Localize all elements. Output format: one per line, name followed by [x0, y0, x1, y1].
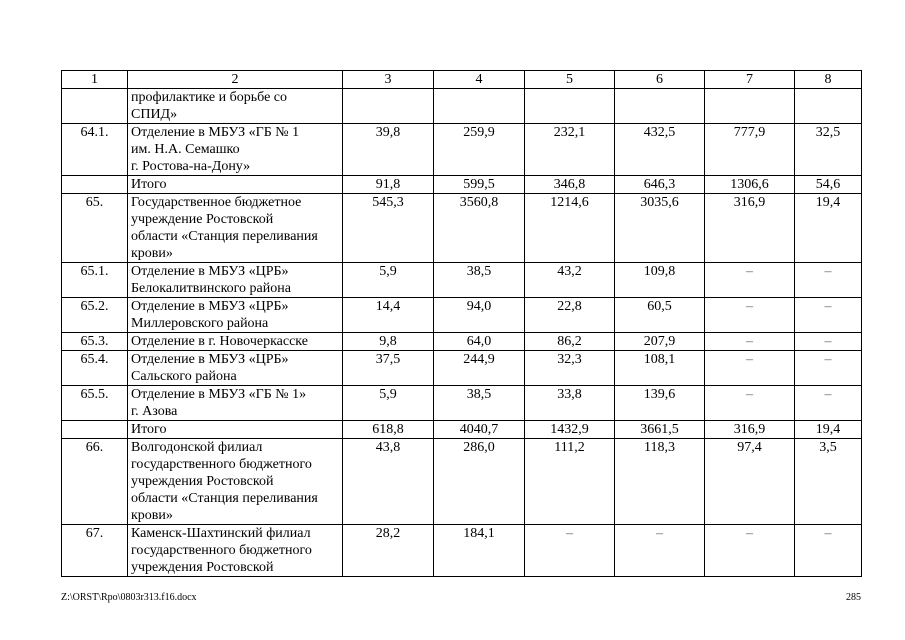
value-cell: 139,6 [615, 386, 705, 421]
table-row [62, 89, 862, 124]
value-cell: 316,9 [705, 421, 795, 439]
value-cell [525, 89, 615, 124]
row-number-cell: 65. [62, 194, 128, 263]
name-cell: Итого [128, 176, 343, 194]
column-header: 7 [705, 71, 795, 89]
column-header: 3 [343, 71, 434, 89]
value-cell [615, 89, 705, 124]
row-number-cell: 65.1. [62, 263, 128, 298]
value-cell: – [705, 333, 795, 351]
value-cell: – [705, 525, 795, 577]
value-cell: 244,9 [434, 351, 525, 386]
data-table [61, 70, 862, 577]
table-header-row [62, 71, 862, 89]
value-cell: – [795, 351, 862, 386]
name-cell: Отделение в г. Новочеркасске [128, 333, 343, 351]
value-cell: 22,8 [525, 298, 615, 333]
table-row [62, 263, 862, 298]
name-cell: Итого [128, 421, 343, 439]
value-cell: – [795, 298, 862, 333]
page-number: 285 [846, 592, 861, 603]
value-cell: 545,3 [343, 194, 434, 263]
value-cell: – [795, 386, 862, 421]
value-cell: 32,3 [525, 351, 615, 386]
name-cell: Отделение в МБУЗ «ГБ № 1 им. Н.А. Семашко г. Ростова-на-Дону» [128, 124, 343, 176]
value-cell [434, 89, 525, 124]
value-cell: 108,1 [615, 351, 705, 386]
value-cell: – [705, 263, 795, 298]
table-row [62, 351, 862, 386]
value-cell: 316,9 [705, 194, 795, 263]
value-cell: 28,2 [343, 525, 434, 577]
value-cell: 43,8 [343, 439, 434, 525]
name-cell: Волгодонской филиал государственного бюджетного учреждения Ростовской области «Станция переливания крови» [128, 439, 343, 525]
row-number-cell [62, 421, 128, 439]
row-number-cell: 66. [62, 439, 128, 525]
value-cell: 599,5 [434, 176, 525, 194]
name-cell: Отделение в МБУЗ «ЦРБ» Миллеровского района [128, 298, 343, 333]
column-header: 8 [795, 71, 862, 89]
value-cell: 19,4 [795, 421, 862, 439]
name-cell: профилактике и борьбе со СПИД» [128, 89, 343, 124]
value-cell: 1306,6 [705, 176, 795, 194]
value-cell: – [705, 386, 795, 421]
name-cell: Отделение в МБУЗ «ЦРБ» Белокалитвинского района [128, 263, 343, 298]
table-row [62, 439, 862, 525]
table-row [62, 176, 862, 194]
row-number-cell: 65.5. [62, 386, 128, 421]
name-cell: Государственное бюджетное учреждение Ростовской области «Станция переливания крови» [128, 194, 343, 263]
column-header: 5 [525, 71, 615, 89]
value-cell: 184,1 [434, 525, 525, 577]
value-cell: 9,8 [343, 333, 434, 351]
value-cell: 777,9 [705, 124, 795, 176]
value-cell: – [795, 263, 862, 298]
value-cell: 346,8 [525, 176, 615, 194]
value-cell: 64,0 [434, 333, 525, 351]
row-number-cell: 67. [62, 525, 128, 577]
value-cell: 32,5 [795, 124, 862, 176]
table-row [62, 298, 862, 333]
file-path: Z:\ORST\Rpo\0803r313.f16.docx [61, 592, 197, 603]
value-cell: 646,3 [615, 176, 705, 194]
value-cell: 3,5 [795, 439, 862, 525]
value-cell: – [525, 525, 615, 577]
row-number-cell: 65.4. [62, 351, 128, 386]
value-cell: 432,5 [615, 124, 705, 176]
row-number-cell [62, 89, 128, 124]
value-cell: 3560,8 [434, 194, 525, 263]
value-cell: 14,4 [343, 298, 434, 333]
value-cell: – [795, 333, 862, 351]
value-cell: 286,0 [434, 439, 525, 525]
value-cell: 94,0 [434, 298, 525, 333]
value-cell [795, 89, 862, 124]
table-row [62, 525, 862, 577]
name-cell: Отделение в МБУЗ «ГБ № 1» г. Азова [128, 386, 343, 421]
table-row [62, 194, 862, 263]
value-cell: 38,5 [434, 263, 525, 298]
table-row [62, 386, 862, 421]
table-row [62, 421, 862, 439]
row-number-cell: 65.2. [62, 298, 128, 333]
value-cell: 91,8 [343, 176, 434, 194]
value-cell: 86,2 [525, 333, 615, 351]
value-cell: – [795, 525, 862, 577]
row-number-cell: 65.3. [62, 333, 128, 351]
column-header: 6 [615, 71, 705, 89]
value-cell: 4040,7 [434, 421, 525, 439]
table-body [62, 71, 862, 577]
value-cell: – [615, 525, 705, 577]
value-cell: 38,5 [434, 386, 525, 421]
value-cell: 118,3 [615, 439, 705, 525]
value-cell: 19,4 [795, 194, 862, 263]
value-cell: 54,6 [795, 176, 862, 194]
value-cell [705, 89, 795, 124]
value-cell: 43,2 [525, 263, 615, 298]
name-cell: Отделение в МБУЗ «ЦРБ» Сальского района [128, 351, 343, 386]
value-cell: 39,8 [343, 124, 434, 176]
value-cell: 111,2 [525, 439, 615, 525]
table-row [62, 124, 862, 176]
value-cell: 207,9 [615, 333, 705, 351]
value-cell [343, 89, 434, 124]
value-cell: 33,8 [525, 386, 615, 421]
row-number-cell [62, 176, 128, 194]
value-cell: 3035,6 [615, 194, 705, 263]
value-cell: 97,4 [705, 439, 795, 525]
value-cell: 3661,5 [615, 421, 705, 439]
value-cell: 5,9 [343, 386, 434, 421]
value-cell: 5,9 [343, 263, 434, 298]
value-cell: – [705, 351, 795, 386]
value-cell: 1214,6 [525, 194, 615, 263]
table-row [62, 333, 862, 351]
value-cell: 1432,9 [525, 421, 615, 439]
column-header: 4 [434, 71, 525, 89]
value-cell: – [705, 298, 795, 333]
value-cell: 37,5 [343, 351, 434, 386]
value-cell: 232,1 [525, 124, 615, 176]
value-cell: 618,8 [343, 421, 434, 439]
row-number-cell: 64.1. [62, 124, 128, 176]
name-cell: Каменск-Шахтинский филиал государственного бюджетного учреждения Ростовской [128, 525, 343, 577]
value-cell: 259,9 [434, 124, 525, 176]
value-cell: 60,5 [615, 298, 705, 333]
column-header: 1 [62, 71, 128, 89]
value-cell: 109,8 [615, 263, 705, 298]
column-header: 2 [128, 71, 343, 89]
